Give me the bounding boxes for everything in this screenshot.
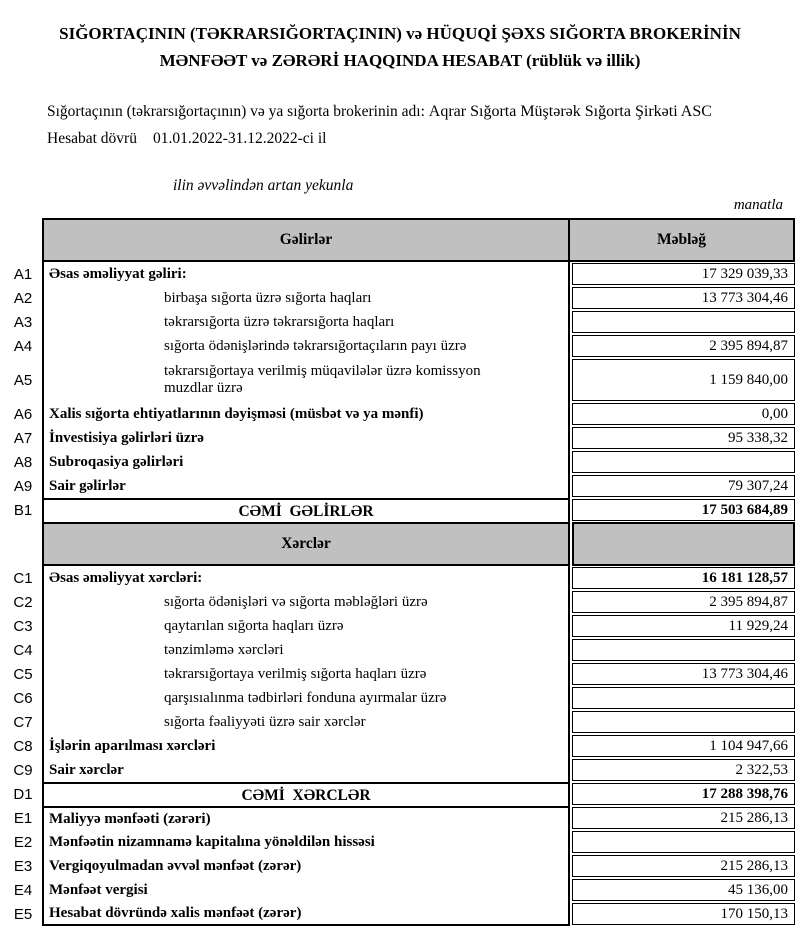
row-code: C2 (13, 593, 33, 611)
row-code: A1 (13, 265, 33, 283)
row-label-cell: qarşısıalınma tədbirləri fonduna ayırmalar üzrə (42, 686, 570, 710)
row-code: A6 (13, 405, 33, 423)
table-row-E3 (4, 854, 795, 878)
total-expense-value-cell: 17 288 398,76 (572, 783, 795, 805)
row-code: B1 (13, 501, 33, 519)
row-value-cell: 2 322,53 (572, 759, 795, 781)
row-value-cell (572, 711, 795, 733)
income-header-row (4, 218, 795, 262)
row-value-cell: 13 773 304,46 (572, 663, 795, 685)
row-label-cell: sığorta ödənişləri və sığorta məbləğləri üzrə (42, 590, 570, 614)
row-code: A5 (13, 371, 33, 389)
table-row-A6 (4, 402, 795, 426)
row-code: C7 (13, 713, 33, 731)
row-value-cell: 17 329 039,33 (572, 263, 795, 285)
row-value-cell: 45 136,00 (572, 879, 795, 901)
row-label-cell: Mənfəət vergisi (42, 878, 570, 902)
row-label-cell: Əsas əməliyyat xərcləri: (42, 566, 570, 590)
currency-note: manatla (733, 197, 783, 213)
table-row-A1 (4, 262, 795, 286)
row-code: C4 (13, 641, 33, 659)
row-code: E1 (13, 809, 33, 827)
row-value-cell: 1 159 840,00 (572, 359, 795, 401)
table-row-E2 (4, 830, 795, 854)
table-row-A4 (4, 334, 795, 358)
report-period-line (47, 125, 765, 152)
report-title-line2: MƏNFƏƏT və ZƏRƏRİ HAQQINDA HESABAT (rüblük və illik) (159, 51, 641, 70)
table-row-A3 (4, 310, 795, 334)
row-value-cell: 11 929,24 (572, 615, 795, 637)
table-row-C5 (4, 662, 795, 686)
table-row-C2 (4, 590, 795, 614)
table-row-A5 (4, 358, 795, 402)
row-code: A7 (13, 429, 33, 447)
row-value-cell: 170 150,13 (572, 903, 795, 925)
report-period-label: Hesabat dövrü (47, 130, 137, 147)
row-label-cell: birbaşa sığorta üzrə sığorta haqları (42, 286, 570, 310)
row-value-cell: 95 338,32 (572, 427, 795, 449)
gutter (4, 522, 42, 566)
table-row-A8 (4, 450, 795, 474)
row-label-cell: Hesabat dövründə xalis mənfəət (zərər) (42, 902, 570, 926)
row-value-cell: 1 104 947,66 (572, 735, 795, 757)
table-row-E4 (4, 878, 795, 902)
table-row-D1-total-expense (4, 782, 795, 806)
income-header-cell: Gəlirlər (42, 218, 570, 262)
row-code: A4 (13, 337, 33, 355)
row-value-cell: 79 307,24 (572, 475, 795, 497)
row-label-cell: sığorta ödənişlərində təkrarsığortaçıların payı üzrə (42, 334, 570, 358)
expense-header-row (4, 522, 795, 566)
amount-header-cell: Məbləğ (570, 218, 795, 262)
table-row-C7 (4, 710, 795, 734)
table-row-C1 (4, 566, 795, 590)
table-row-C3 (4, 614, 795, 638)
report-period-value: 01.01.2022-31.12.2022-ci il (152, 130, 327, 147)
total-income-label-cell: CƏMİ GƏLİRLƏR (42, 498, 570, 522)
row-code: C8 (13, 737, 33, 755)
row-value-cell: 215 286,13 (572, 855, 795, 877)
row-label-cell: qaytarılan sığorta haqları üzrə (42, 614, 570, 638)
table-row-E5 (4, 902, 795, 926)
total-expense-label-cell: CƏMİ XƏRCLƏR (42, 782, 570, 806)
row-value-cell (572, 687, 795, 709)
row-label-cell: təkrarsığortaya verilmiş sığorta haqları üzrə (42, 662, 570, 686)
row-code: C1 (13, 569, 33, 587)
row-code: E3 (13, 857, 33, 875)
row-label-cell: Mənfəətin nizamnamə kapitalına yönəldilən hissəsi (42, 830, 570, 854)
row-code: A9 (13, 477, 33, 495)
row-label-cell: Sair xərclər (42, 758, 570, 782)
row-code: C3 (13, 617, 33, 635)
report-info (47, 98, 765, 152)
row-value-cell: 2 395 894,87 (572, 335, 795, 357)
row-value-cell (572, 311, 795, 333)
table-row-C6 (4, 686, 795, 710)
row-label-cell: Xalis sığorta ehtiyatlarının dəyişməsi (müsbət və ya mənfi) (42, 402, 570, 426)
report-title-line1: SIĞORTAÇININ (TƏKRARSIĞORTAÇININ) və HÜQUQİ ŞƏXS SIĞORTA BROKERİNİN (59, 24, 741, 43)
report-table (4, 218, 795, 926)
table-row-E1 (4, 806, 795, 830)
expense-header-amount-cell (572, 522, 795, 566)
company-name: Aqrar Sığorta Müştərək Sığorta Şirkəti ASC (428, 103, 712, 120)
row-label-cell: Əsas əməliyyat gəliri: (42, 262, 570, 286)
row-code: A2 (13, 289, 33, 307)
row-code: E2 (13, 833, 33, 851)
row-value-cell: 0,00 (572, 403, 795, 425)
row-value-cell: 2 395 894,87 (572, 591, 795, 613)
row-code: E4 (13, 881, 33, 899)
row-label-cell: təkrarsığorta üzrə təkrarsığorta haqları (42, 310, 570, 334)
expense-header-cell: Xərclər (42, 522, 570, 566)
gutter (4, 218, 42, 262)
table-row-B1-total-income (4, 498, 795, 522)
row-label-cell: Vergiqoyulmadan əvvəl mənfəət (zərər) (42, 854, 570, 878)
insurer-name-line (47, 98, 765, 125)
row-code: C6 (13, 689, 33, 707)
row-label-cell: sığorta fəaliyyəti üzrə sair xərclər (42, 710, 570, 734)
row-value-cell (572, 639, 795, 661)
row-value-cell: 16 181 128,57 (572, 567, 795, 589)
row-code: D1 (13, 785, 33, 803)
row-code: A8 (13, 453, 33, 471)
row-code: C9 (13, 761, 33, 779)
row-label-cell: İnvestisiya gəlirləri üzrə (42, 426, 570, 450)
row-value-cell: 215 286,13 (572, 807, 795, 829)
row-value-cell: 13 773 304,46 (572, 287, 795, 309)
total-income-value-cell: 17 503 684,89 (572, 499, 795, 521)
row-label-cell: Subroqasiya gəlirləri (42, 450, 570, 474)
row-label-cell: tənzimləmə xərcləri (42, 638, 570, 662)
table-row-A2 (4, 286, 795, 310)
table-row-A9 (4, 474, 795, 498)
row-code: A3 (13, 313, 33, 331)
row-label-cell: Sair gəlirlər (42, 474, 570, 498)
row-label-cell: İşlərin aparılması xərcləri (42, 734, 570, 758)
table-row-C4 (4, 638, 795, 662)
cumulative-note: ilin əvvəlindən artan yekunla (173, 177, 354, 194)
row-value-cell (572, 831, 795, 853)
row-value-cell (572, 451, 795, 473)
row-label-cell: Maliyyə mənfəəti (zərəri) (42, 806, 570, 830)
table-row-C8 (4, 734, 795, 758)
table-row-A7 (4, 426, 795, 450)
report-title (0, 20, 800, 74)
insurer-name-label: Sığortaçının (təkrarsığortaçının) və ya sığorta brokerinin adı: (47, 103, 429, 120)
row-code: E5 (13, 905, 33, 923)
row-label-cell: təkrarsığortaya verilmiş müqavilələr üzrə komissyon muzdlar üzrə (42, 358, 570, 402)
row-code: C5 (13, 665, 33, 683)
table-row-C9 (4, 758, 795, 782)
